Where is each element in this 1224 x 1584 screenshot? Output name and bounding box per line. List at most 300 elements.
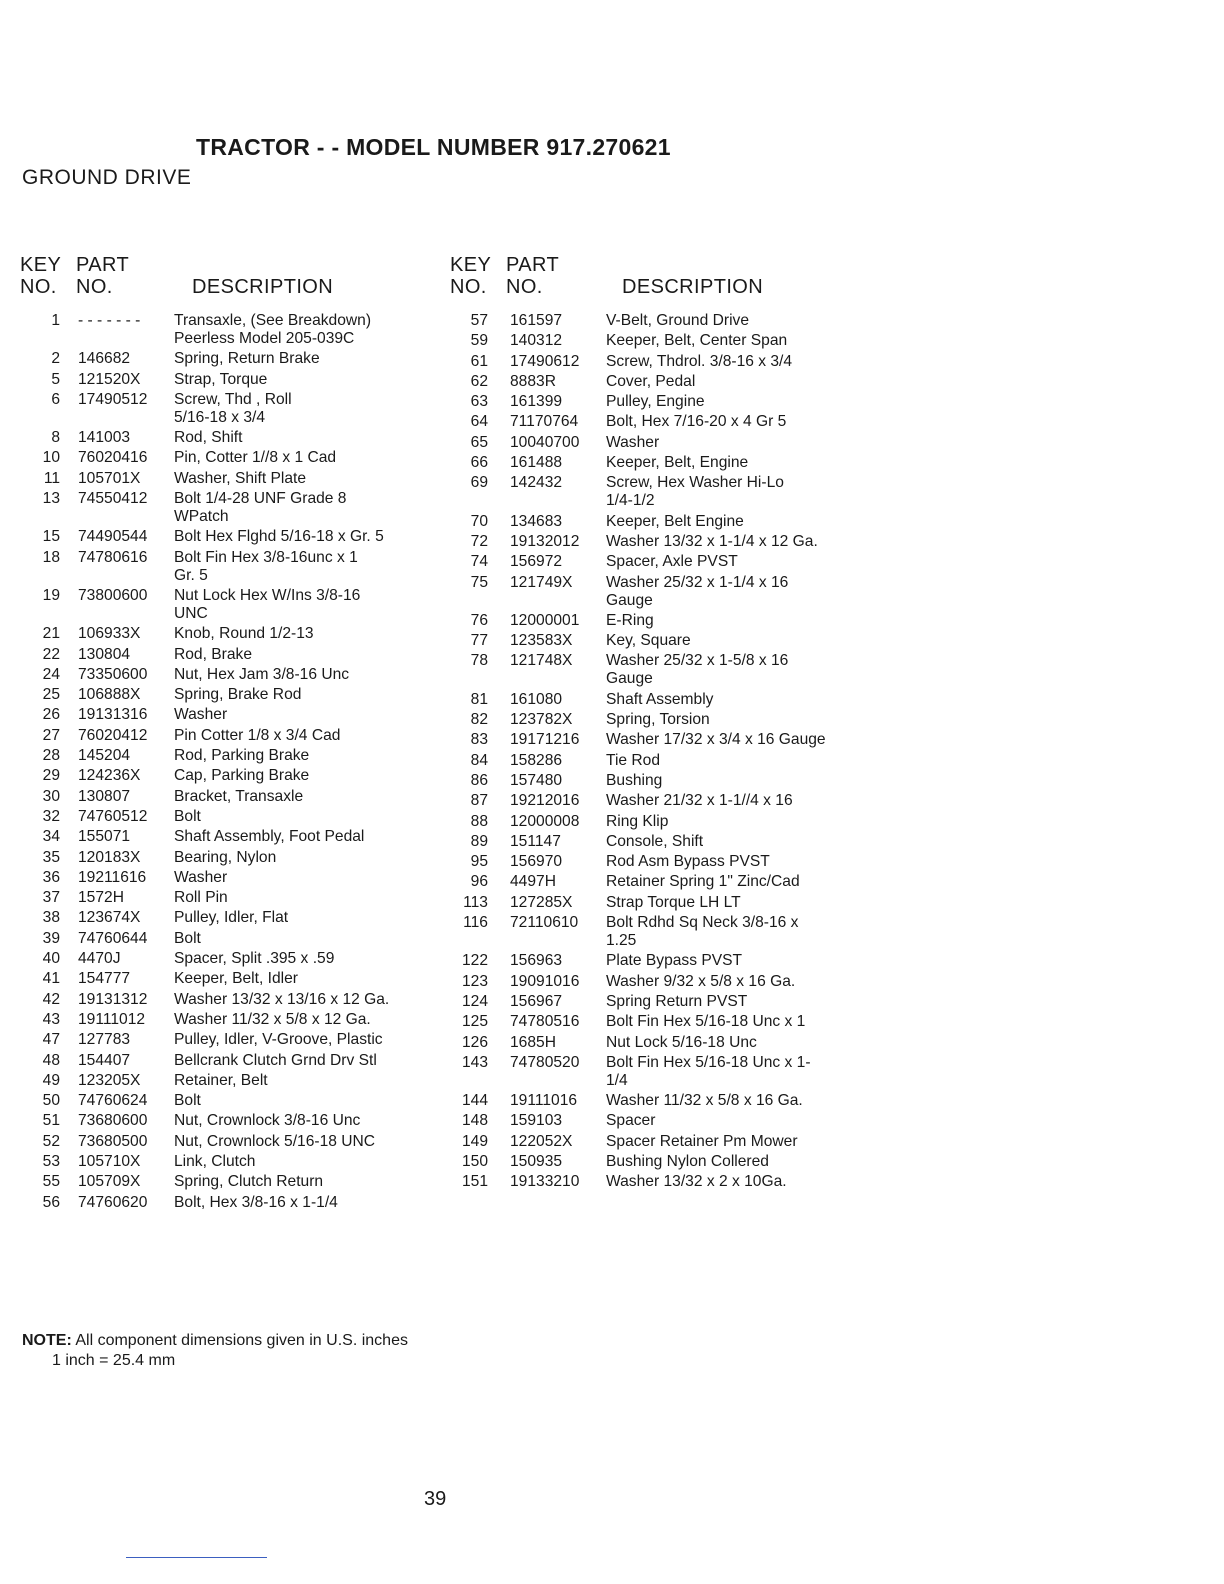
part-number: 154407 bbox=[78, 1051, 131, 1069]
key-number: 149 bbox=[461, 1132, 488, 1150]
table-row bbox=[18, 1072, 438, 1090]
table-row bbox=[18, 970, 438, 988]
part-number: - - - - - - - bbox=[78, 312, 141, 329]
part-description: Screw, Hex Washer Hi-Lo 1/4-1/2 bbox=[606, 474, 784, 510]
key-number: 51 bbox=[42, 1112, 60, 1130]
part-number: 106933X bbox=[78, 625, 141, 643]
part-description: Spacer Retainer Pm Mower bbox=[606, 1132, 798, 1150]
table-row bbox=[18, 1173, 438, 1191]
part-number: 156967 bbox=[510, 992, 563, 1010]
part-number: 74760620 bbox=[78, 1193, 148, 1211]
key-number: 15 bbox=[42, 528, 60, 546]
part-description: Rod Asm Bypass PVST bbox=[606, 853, 770, 871]
table-row bbox=[18, 587, 438, 623]
key-number: 34 bbox=[42, 828, 60, 846]
part-number: 154777 bbox=[78, 970, 131, 988]
table-row bbox=[446, 574, 876, 610]
key-number: 150 bbox=[461, 1152, 488, 1170]
table-row bbox=[446, 731, 876, 749]
part-description: Bushing Nylon Collered bbox=[606, 1152, 769, 1170]
table-row bbox=[446, 513, 876, 531]
table-row bbox=[446, 691, 876, 709]
table-row bbox=[18, 909, 438, 927]
table-row bbox=[446, 652, 876, 688]
part-number: 73800600 bbox=[78, 586, 148, 604]
table-row bbox=[446, 353, 876, 371]
part-description: Nut Lock 5/16-18 Unc bbox=[606, 1033, 757, 1051]
part-description: Washer, Shift Plate bbox=[174, 469, 307, 487]
part-description: Rod, Brake bbox=[174, 645, 253, 663]
key-header-2: NO. bbox=[450, 276, 487, 298]
table-row bbox=[18, 470, 438, 488]
part-description: Washer 9/32 x 5/8 x 16 Ga. bbox=[606, 972, 796, 990]
table-row bbox=[446, 332, 876, 350]
key-number: 39 bbox=[42, 929, 60, 947]
part-description: Washer bbox=[606, 433, 660, 451]
table-row bbox=[18, 950, 438, 968]
part-number: 19212016 bbox=[510, 792, 580, 810]
key-number: 42 bbox=[42, 990, 60, 1008]
part-number: 19091016 bbox=[510, 972, 580, 990]
part-description: Spacer, Axle PVST bbox=[606, 553, 738, 571]
table-row bbox=[446, 393, 876, 411]
part-number: 150935 bbox=[510, 1152, 563, 1170]
part-number: 10040700 bbox=[510, 433, 580, 451]
part-description: Console, Shift bbox=[606, 832, 704, 850]
page-number: 39 bbox=[424, 1488, 447, 1510]
part-number: 73350600 bbox=[78, 665, 148, 683]
table-row bbox=[18, 312, 438, 348]
parts-column-right bbox=[446, 252, 876, 1194]
part-number: 121520X bbox=[78, 370, 141, 388]
part-number: 159103 bbox=[510, 1112, 563, 1130]
part-number: 72110610 bbox=[510, 914, 579, 932]
part-number: 71170764 bbox=[510, 413, 579, 431]
part-number: 76020416 bbox=[78, 449, 148, 467]
key-number: 35 bbox=[42, 848, 60, 866]
key-number: 57 bbox=[470, 312, 488, 329]
part-description: Shaft Assembly, Foot Pedal bbox=[174, 828, 365, 846]
part-number: 17490612 bbox=[510, 352, 580, 370]
table-row bbox=[18, 767, 438, 785]
part-number: 156970 bbox=[510, 853, 563, 871]
note-text: All component dimensions given in U.S. inches bbox=[71, 1332, 408, 1349]
table-row bbox=[18, 869, 438, 887]
table-row bbox=[18, 706, 438, 724]
part-number: 74490544 bbox=[78, 528, 148, 546]
part-description: Washer bbox=[174, 706, 228, 724]
part-description: Pulley, Idler, Flat bbox=[174, 909, 289, 927]
description-header: DESCRIPTION bbox=[622, 276, 764, 298]
part-number: 19131312 bbox=[78, 990, 148, 1008]
key-number: 66 bbox=[470, 454, 488, 472]
table-row bbox=[18, 1092, 438, 1110]
table-row bbox=[18, 1153, 438, 1171]
part-description: Plate Bypass PVST bbox=[606, 952, 743, 970]
table-row bbox=[18, 1112, 438, 1130]
part-number: 145204 bbox=[78, 747, 131, 765]
key-number: 143 bbox=[461, 1053, 488, 1071]
part-number: 8883R bbox=[510, 372, 556, 390]
part-description: Retainer Spring 1" Zinc/Cad bbox=[606, 873, 800, 891]
key-number: 6 bbox=[51, 390, 60, 408]
key-number: 19 bbox=[42, 586, 60, 604]
table-row bbox=[446, 1034, 876, 1052]
part-description: Washer 21/32 x 1-1//4 x 16 bbox=[606, 792, 793, 810]
key-number: 38 bbox=[42, 909, 60, 927]
table-row bbox=[446, 772, 876, 790]
table-row bbox=[18, 449, 438, 467]
part-number: 134683 bbox=[510, 512, 563, 530]
table-row bbox=[446, 711, 876, 729]
table-row bbox=[446, 632, 876, 650]
table-row bbox=[446, 553, 876, 571]
part-description: Washer 17/32 x 3/4 x 16 Gauge bbox=[606, 731, 826, 749]
part-number: 157480 bbox=[510, 771, 563, 789]
part-number: 123583X bbox=[510, 632, 573, 650]
key-header-1: KEY bbox=[20, 254, 62, 276]
part-description: E-Ring bbox=[606, 611, 654, 629]
key-number: 55 bbox=[42, 1173, 60, 1191]
part-number: 1685H bbox=[510, 1033, 556, 1051]
part-number: 73680500 bbox=[78, 1132, 148, 1150]
table-row bbox=[446, 853, 876, 871]
part-number: 127285X bbox=[510, 893, 573, 911]
part-description: Cover, Pedal bbox=[606, 372, 696, 390]
part-description: Washer 25/32 x 1-5/8 x 16 Gauge bbox=[606, 652, 789, 688]
note-label: NOTE: bbox=[22, 1332, 72, 1349]
part-description: Bolt Rdhd Sq Neck 3/8-16 x 1.25 bbox=[606, 914, 799, 950]
key-number: 87 bbox=[470, 792, 488, 810]
part-description: Bolt bbox=[174, 1092, 201, 1110]
key-number: 56 bbox=[42, 1193, 60, 1211]
key-number: 95 bbox=[470, 853, 488, 871]
part-number: 12000001 bbox=[510, 611, 580, 629]
table-row bbox=[18, 788, 438, 806]
part-description: Spacer, Split .395 x .59 bbox=[174, 950, 335, 968]
key-number: 125 bbox=[461, 1013, 488, 1031]
key-number: 96 bbox=[470, 873, 488, 891]
key-number: 82 bbox=[470, 711, 488, 729]
section-title: GROUND DRIVE bbox=[22, 166, 192, 189]
part-number: 121748X bbox=[510, 652, 573, 670]
column-header bbox=[18, 252, 438, 312]
part-number: 161597 bbox=[510, 312, 563, 329]
table-row bbox=[446, 752, 876, 770]
part-number: 19133210 bbox=[510, 1173, 580, 1191]
table-row bbox=[446, 1054, 876, 1090]
key-number: 52 bbox=[42, 1132, 60, 1150]
part-number: 130807 bbox=[78, 787, 131, 805]
table-row bbox=[446, 1173, 876, 1191]
key-number: 89 bbox=[470, 832, 488, 850]
part-number: 120183X bbox=[78, 848, 141, 866]
parts-list-left bbox=[18, 312, 438, 1212]
part-description: Washer 11/32 x 5/8 x 12 Ga. bbox=[174, 1010, 371, 1028]
part-description: Bolt 1/4-28 UNF Grade 8 WPatch bbox=[174, 490, 347, 526]
key-number: 74 bbox=[470, 553, 488, 571]
part-description: Washer 13/32 x 2 x 10Ga. bbox=[606, 1173, 787, 1191]
part-description: Pin Cotter 1/8 x 3/4 Cad bbox=[174, 726, 341, 744]
table-row bbox=[446, 952, 876, 970]
part-description: Spring, Brake Rod bbox=[174, 686, 302, 704]
table-row bbox=[446, 454, 876, 472]
key-number: 65 bbox=[470, 433, 488, 451]
part-number: 1572H bbox=[78, 889, 124, 907]
key-number: 26 bbox=[42, 706, 60, 724]
key-number: 27 bbox=[42, 726, 60, 744]
part-number: 105710X bbox=[78, 1152, 141, 1170]
page-title: TRACTOR - - MODEL NUMBER 917.270621 bbox=[196, 134, 671, 160]
key-number: 41 bbox=[42, 970, 60, 988]
part-number: 4497H bbox=[510, 873, 556, 891]
part-description: Spring, Clutch Return bbox=[174, 1173, 324, 1191]
key-number: 81 bbox=[470, 690, 488, 708]
part-description: Washer 13/32 x 13/16 x 12 Ga. bbox=[174, 990, 390, 1008]
part-description: Screw, Thd , Roll 5/16-18 x 3/4 bbox=[174, 390, 292, 426]
part-description: Bolt Fin Hex 3/8-16unc x 1 Gr. 5 bbox=[174, 548, 358, 584]
key-number: 28 bbox=[42, 747, 60, 765]
part-description: Nut, Crownlock 3/8-16 Unc bbox=[174, 1112, 361, 1130]
part-description: Knob, Round 1/2-13 bbox=[174, 625, 314, 643]
part-description: Bolt Hex Flghd 5/16-18 x Gr. 5 bbox=[174, 528, 384, 546]
table-row bbox=[18, 350, 438, 368]
part-number: 123205X bbox=[78, 1071, 141, 1089]
key-number: 63 bbox=[470, 393, 488, 411]
part-description: V-Belt, Ground Drive bbox=[606, 312, 750, 329]
key-number: 48 bbox=[42, 1051, 60, 1069]
parts-column-left bbox=[18, 252, 438, 1214]
table-row bbox=[18, 646, 438, 664]
table-row bbox=[446, 914, 876, 950]
table-row bbox=[446, 993, 876, 1011]
part-description: Washer 25/32 x 1-1/4 x 16 Gauge bbox=[606, 573, 789, 609]
table-row bbox=[446, 833, 876, 851]
part-number: 76020412 bbox=[78, 726, 148, 744]
part-number: 121749X bbox=[510, 573, 573, 591]
part-description: Spacer bbox=[606, 1112, 656, 1130]
key-number: 122 bbox=[461, 952, 488, 970]
part-number: 106888X bbox=[78, 686, 141, 704]
table-row bbox=[18, 808, 438, 826]
table-row bbox=[18, 930, 438, 948]
part-description: Keeper, Belt Engine bbox=[606, 512, 744, 530]
table-row bbox=[18, 371, 438, 389]
key-number: 116 bbox=[463, 914, 488, 932]
key-number: 124 bbox=[461, 992, 488, 1010]
part-number: 73680600 bbox=[78, 1112, 148, 1130]
key-number: 70 bbox=[470, 512, 488, 530]
key-number: 50 bbox=[42, 1092, 60, 1110]
description-header: DESCRIPTION bbox=[192, 276, 334, 298]
key-number: 8 bbox=[51, 429, 60, 447]
part-number: 105701X bbox=[78, 469, 141, 487]
key-number: 25 bbox=[42, 686, 60, 704]
key-number: 69 bbox=[470, 474, 488, 492]
table-row bbox=[446, 973, 876, 991]
part-number: 161080 bbox=[510, 690, 563, 708]
part-number: 158286 bbox=[510, 751, 563, 769]
part-description: Washer 13/32 x 1-1/4 x 12 Ga. bbox=[606, 532, 818, 550]
part-number: 74760624 bbox=[78, 1092, 148, 1110]
key-number: 13 bbox=[42, 490, 60, 508]
key-number: 36 bbox=[42, 868, 60, 886]
key-number: 77 bbox=[470, 632, 488, 650]
table-row bbox=[446, 474, 876, 510]
part-description: Cap, Parking Brake bbox=[174, 767, 310, 785]
key-number: 151 bbox=[461, 1173, 488, 1191]
table-row bbox=[18, 1031, 438, 1049]
part-number: 12000008 bbox=[510, 812, 580, 830]
part-number: 140312 bbox=[510, 332, 563, 350]
table-row bbox=[18, 666, 438, 684]
key-number: 113 bbox=[463, 893, 488, 911]
key-number: 43 bbox=[42, 1010, 60, 1028]
part-number: 19111016 bbox=[510, 1092, 578, 1110]
part-number: 19131316 bbox=[78, 706, 148, 724]
key-number: 84 bbox=[470, 751, 488, 769]
table-row bbox=[18, 1052, 438, 1070]
part-number: 123782X bbox=[510, 711, 573, 729]
part-description: Washer 11/32 x 5/8 x 16 Ga. bbox=[606, 1092, 803, 1110]
part-header-2: NO. bbox=[76, 276, 113, 298]
key-number: 72 bbox=[470, 532, 488, 550]
part-number: 141003 bbox=[78, 429, 131, 447]
table-row bbox=[446, 1153, 876, 1171]
part-number: 122052X bbox=[510, 1132, 573, 1150]
part-description: Spring, Return Brake bbox=[174, 350, 320, 368]
key-number: 53 bbox=[42, 1152, 60, 1170]
part-number: 74760512 bbox=[78, 807, 148, 825]
table-row bbox=[446, 373, 876, 391]
key-number: 22 bbox=[42, 645, 60, 663]
key-number: 18 bbox=[42, 548, 60, 566]
key-number: 1 bbox=[51, 312, 60, 329]
key-number: 123 bbox=[461, 972, 488, 990]
part-number: 19211616 bbox=[78, 868, 147, 886]
part-description: Shaft Assembly bbox=[606, 690, 714, 708]
key-number: 78 bbox=[470, 652, 488, 670]
part-number: 142432 bbox=[510, 474, 563, 492]
table-row bbox=[446, 1092, 876, 1110]
part-number: 146682 bbox=[78, 350, 131, 368]
part-description: Nut, Hex Jam 3/8-16 Unc bbox=[174, 665, 350, 683]
column-header bbox=[446, 252, 876, 312]
key-header-2: NO. bbox=[20, 276, 57, 298]
table-row bbox=[446, 894, 876, 912]
table-row bbox=[446, 1013, 876, 1031]
part-description: Washer bbox=[174, 868, 228, 886]
key-number: 148 bbox=[461, 1112, 488, 1130]
part-description: Bolt bbox=[174, 929, 201, 947]
part-description: Rod, Parking Brake bbox=[174, 747, 310, 765]
key-number: 64 bbox=[470, 413, 488, 431]
part-number: 155071 bbox=[78, 828, 131, 846]
part-description: Link, Clutch bbox=[174, 1152, 256, 1170]
table-row bbox=[18, 528, 438, 546]
part-description: Ring Klip bbox=[606, 812, 669, 830]
part-description: Bolt bbox=[174, 807, 201, 825]
table-row bbox=[18, 625, 438, 643]
table-row bbox=[18, 490, 438, 526]
part-description: Keeper, Belt, Engine bbox=[606, 454, 749, 472]
table-row bbox=[446, 792, 876, 810]
part-description: Keeper, Belt, Center Span bbox=[606, 332, 788, 350]
part-number: 156963 bbox=[510, 952, 563, 970]
part-description: Nut Lock Hex W/Ins 3/8-16 UNC bbox=[174, 586, 361, 622]
part-description: Pulley, Idler, V-Groove, Plastic bbox=[174, 1031, 383, 1049]
table-row bbox=[446, 533, 876, 551]
part-description: Bearing, Nylon bbox=[174, 848, 277, 866]
part-description: Bolt, Hex 7/16-20 x 4 Gr 5 bbox=[606, 413, 787, 431]
part-number: 161399 bbox=[510, 393, 563, 411]
table-row bbox=[446, 312, 876, 330]
key-number: 29 bbox=[42, 767, 60, 785]
part-number: 127783 bbox=[78, 1031, 131, 1049]
key-number: 2 bbox=[51, 350, 60, 368]
part-description: Spring Return PVST bbox=[606, 992, 748, 1010]
table-row bbox=[18, 889, 438, 907]
part-description: Screw, Thdrol. 3/8-16 x 3/4 bbox=[606, 352, 793, 370]
key-number: 59 bbox=[470, 332, 488, 350]
table-row bbox=[18, 1133, 438, 1151]
key-number: 24 bbox=[42, 665, 60, 683]
part-description: Roll Pin bbox=[174, 889, 228, 907]
part-number: 74760644 bbox=[78, 929, 148, 947]
table-row bbox=[18, 1194, 438, 1212]
table-row bbox=[446, 813, 876, 831]
key-number: 86 bbox=[470, 771, 488, 789]
key-number: 5 bbox=[51, 370, 60, 388]
part-description: Key, Square bbox=[606, 632, 691, 650]
part-number: 74550412 bbox=[78, 490, 148, 508]
part-description: Transaxle, (See Breakdown) Peerless Model 205-039C bbox=[174, 312, 372, 347]
part-number: 105709X bbox=[78, 1173, 141, 1191]
part-description: Rod, Shift bbox=[174, 429, 243, 447]
part-description: Pulley, Engine bbox=[606, 393, 705, 411]
key-number: 47 bbox=[42, 1031, 60, 1049]
part-description: Strap, Torque bbox=[174, 370, 268, 388]
table-row bbox=[18, 747, 438, 765]
part-description: Bushing bbox=[606, 771, 663, 789]
key-number: 21 bbox=[42, 625, 60, 643]
part-description: Bolt Fin Hex 5/16-18 Unc x 1- 1/4 bbox=[606, 1053, 811, 1089]
key-number: 37 bbox=[42, 889, 60, 907]
part-description: Tie Rod bbox=[606, 751, 661, 769]
part-header-1: PART bbox=[506, 254, 560, 276]
key-number: 40 bbox=[42, 950, 60, 968]
table-row bbox=[446, 434, 876, 452]
table-row bbox=[18, 828, 438, 846]
part-number: 151147 bbox=[510, 832, 561, 850]
part-number: 19171216 bbox=[510, 731, 580, 749]
table-row bbox=[18, 849, 438, 867]
key-number: 30 bbox=[42, 787, 60, 805]
table-row bbox=[18, 429, 438, 447]
part-number: 19111012 bbox=[78, 1010, 146, 1028]
table-row bbox=[18, 686, 438, 704]
part-description: Pin, Cotter 1//8 x 1 Cad bbox=[174, 449, 337, 467]
part-number: 19132012 bbox=[510, 532, 580, 550]
key-number: 61 bbox=[470, 352, 488, 370]
part-number: 161488 bbox=[510, 454, 563, 472]
part-description: Bolt, Hex 3/8-16 x 1-1/4 bbox=[174, 1193, 338, 1211]
part-description: Bolt Fin Hex 5/16-18 Unc x 1 bbox=[606, 1013, 806, 1031]
key-number: 76 bbox=[470, 611, 488, 629]
part-description: Bellcrank Clutch Grnd Drv Stl bbox=[174, 1051, 377, 1069]
key-number: 49 bbox=[42, 1071, 60, 1089]
table-row bbox=[18, 549, 438, 585]
